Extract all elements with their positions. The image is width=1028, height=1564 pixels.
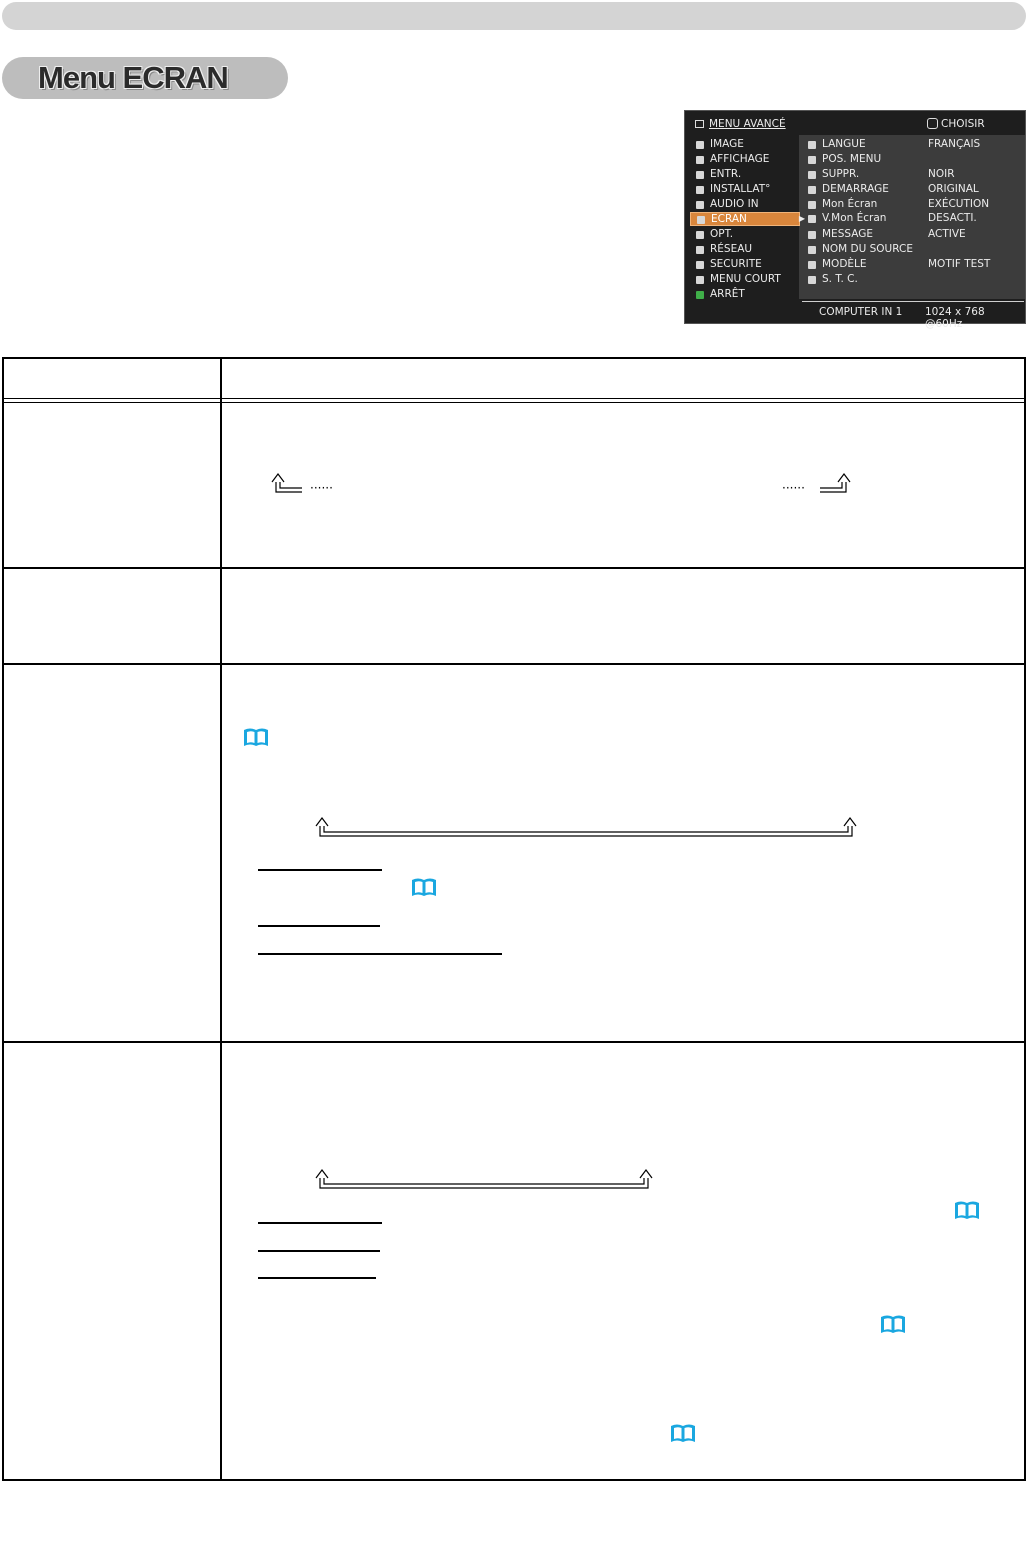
menu-icon bbox=[695, 120, 704, 128]
screen-icon bbox=[697, 216, 705, 224]
osd-left-item-menu-court[interactable]: MENU COURT bbox=[690, 273, 800, 287]
underline-rule bbox=[258, 953, 502, 955]
startup-icon bbox=[808, 186, 816, 194]
underline-rule bbox=[258, 1277, 376, 1279]
page-title: Menu ECRAN bbox=[38, 60, 228, 95]
display-icon bbox=[696, 156, 704, 164]
source-name-icon bbox=[808, 246, 816, 254]
book-icon bbox=[243, 727, 269, 747]
osd-right-item-demarrage[interactable]: DEMARRAGE ORIGINAL bbox=[805, 183, 1023, 197]
osd-left-item-arret[interactable]: ARRÊT bbox=[690, 288, 800, 302]
network-icon bbox=[696, 246, 704, 254]
osd-resolution: 1024 x 768 @60Hz bbox=[925, 306, 985, 330]
book-icon bbox=[880, 1314, 906, 1334]
shield-icon bbox=[696, 261, 704, 269]
exit-icon bbox=[696, 291, 704, 299]
cycle-arrow-long-icon bbox=[312, 812, 860, 838]
osd-right-item-mon-ecran[interactable]: Mon Écran EXÉCUTION bbox=[805, 198, 1023, 212]
top-banner bbox=[2, 2, 1026, 30]
template-icon bbox=[808, 261, 816, 269]
osd-left-item-reseau[interactable]: RÉSEAU bbox=[690, 243, 800, 257]
table-row-separator bbox=[2, 663, 1026, 665]
osd-left-item-image[interactable]: IMAGE bbox=[690, 138, 800, 152]
osd-input-source: COMPUTER IN 1 bbox=[819, 306, 903, 318]
book-icon bbox=[670, 1423, 696, 1443]
table-header-line bbox=[2, 398, 1026, 399]
blank-icon bbox=[808, 171, 816, 179]
osd-right-item-stc[interactable]: S. T. C. bbox=[805, 273, 1023, 287]
cycle-arrow-medium-icon bbox=[312, 1164, 656, 1190]
option-icon bbox=[696, 231, 704, 239]
language-icon bbox=[808, 141, 816, 149]
osd-menu-screenshot bbox=[684, 110, 1026, 330]
table-border-bottom bbox=[2, 1479, 1026, 1481]
osd-left-item-opt[interactable]: OPT. bbox=[690, 228, 800, 242]
table-border-top bbox=[2, 357, 1026, 359]
osd-left-item-audio-in[interactable]: AUDIO IN bbox=[690, 198, 800, 212]
osd-left-item-affichage[interactable]: AFFICHAGE bbox=[690, 153, 800, 167]
table-border-right bbox=[1024, 357, 1026, 1481]
osd-right-item-suppr[interactable]: SUPPR. NOIR bbox=[805, 168, 1023, 182]
lock-icon bbox=[808, 215, 816, 223]
svg-text:······: ······ bbox=[310, 481, 333, 495]
table-header-line-2 bbox=[2, 402, 1026, 403]
book-icon bbox=[411, 877, 437, 897]
brightness-icon bbox=[696, 141, 704, 149]
osd-right-item-pos-menu[interactable]: POS. MENU bbox=[805, 153, 1023, 167]
osd-left-item-installat[interactable]: INSTALLAT° bbox=[690, 183, 800, 197]
underline-rule bbox=[258, 869, 382, 871]
osd-right-item-nom-du-source[interactable]: NOM DU SOURCE bbox=[805, 243, 1023, 257]
input-icon bbox=[696, 171, 704, 179]
osd-right-item-langue[interactable]: LANGUE FRANÇAIS bbox=[805, 138, 1023, 152]
table-column-divider bbox=[220, 357, 222, 1481]
osd-right-item-modele[interactable]: MODÈLE MOTIF TEST bbox=[805, 258, 1023, 272]
table-row-separator bbox=[2, 1041, 1026, 1043]
underline-rule bbox=[258, 1222, 382, 1224]
select-icon bbox=[927, 118, 938, 129]
underline-rule bbox=[258, 925, 380, 927]
menu-icon bbox=[696, 276, 704, 284]
osd-left-item-securite[interactable]: SECURITE bbox=[690, 258, 800, 272]
osd-divider bbox=[802, 301, 1024, 302]
myscreen-icon bbox=[808, 201, 816, 209]
osd-left-item-entr[interactable]: ENTR. bbox=[690, 168, 800, 182]
svg-text:······: ······ bbox=[782, 481, 805, 495]
install-icon bbox=[696, 186, 704, 194]
arrow-right-icon: ▶ bbox=[798, 214, 805, 223]
osd-left-item-ecran[interactable]: ECRAN ▶ bbox=[690, 212, 800, 226]
message-icon bbox=[808, 231, 816, 239]
note-icon bbox=[696, 201, 704, 209]
osd-right-item-v-mon-ecran[interactable]: V.Mon Écran DESACTI. bbox=[805, 212, 1023, 226]
cycle-arrow-right-icon bbox=[780, 470, 860, 496]
stc-icon bbox=[808, 276, 816, 284]
osd-right-item-message[interactable]: MESSAGE ACTIVE bbox=[805, 228, 1023, 242]
osd-select-hint: CHOISIR bbox=[941, 118, 985, 130]
underline-rule bbox=[258, 1250, 380, 1252]
position-icon bbox=[808, 156, 816, 164]
cycle-arrow-left-icon bbox=[268, 470, 348, 496]
table-border-left bbox=[2, 357, 4, 1481]
table-row-separator bbox=[2, 567, 1026, 569]
book-icon bbox=[954, 1200, 980, 1220]
osd-menu-title: MENU AVANCÉ bbox=[709, 118, 786, 130]
section-title-pill bbox=[2, 57, 288, 99]
